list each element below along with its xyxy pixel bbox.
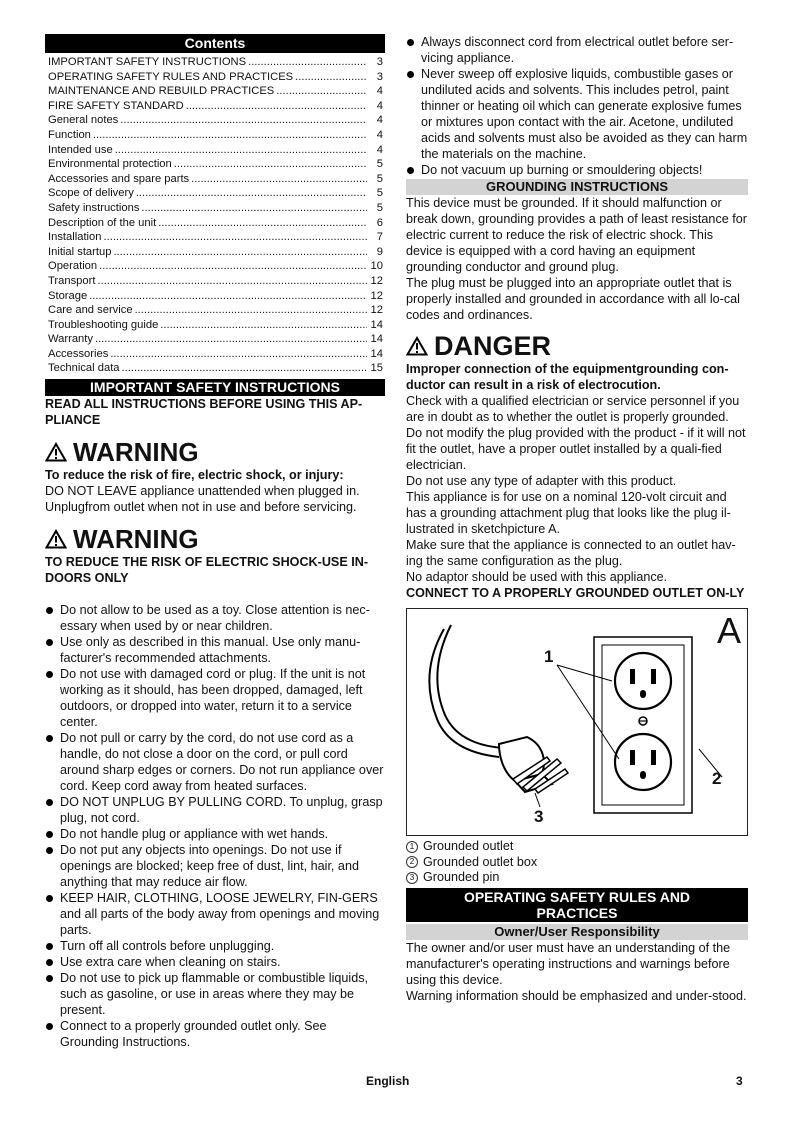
toc-label: Troubleshooting guide xyxy=(48,318,159,331)
callout-3: 3 xyxy=(534,807,544,826)
toc-row xyxy=(45,172,385,187)
toc-row xyxy=(45,186,385,201)
warning-heading-1 xyxy=(45,437,385,467)
bullet-item: Do not use with damaged cord or plug. If the unit is not working as it should, has been dropped, damaged, left outdoors, or dropped into water, return it to a service center. xyxy=(45,666,385,730)
toc-page: 5 xyxy=(376,201,383,214)
bullet-item: Do not vacuum up burning or smouldering objects! xyxy=(406,162,748,178)
bullet-item: Do not handle plug or appliance with wet hands. xyxy=(45,826,385,842)
toc-leader-dots xyxy=(276,84,367,99)
toc-leader-dots xyxy=(191,172,367,187)
right-column xyxy=(406,34,748,1004)
warning-word-1: WARNING xyxy=(73,437,199,468)
toc-label: IMPORTANT SAFETY INSTRUCTIONS xyxy=(48,56,247,68)
bullet-item: Do not allow to be used as a toy. Close attention is nec-essary when used by or near children. xyxy=(45,602,385,634)
legend-number: 2 xyxy=(406,856,418,868)
toc-row xyxy=(45,128,385,143)
connect-grounded: CONNECT TO A PROPERLY GROUNDED OUTLET ON-LY xyxy=(406,586,745,600)
bullet-item: Use only as described in this manual. Use only manu-facturer's recommended attachments. xyxy=(45,634,385,666)
warning1-sub: To reduce the risk of fire, electric shock, or injury: xyxy=(45,468,344,483)
grounding-title: GROUNDING INSTRUCTIONS xyxy=(406,179,748,195)
toc-leader-dots xyxy=(93,128,367,143)
important-title: IMPORTANT SAFETY INSTRUCTIONS xyxy=(45,379,385,396)
toc-row xyxy=(45,318,385,333)
toc-row xyxy=(45,99,385,114)
toc-label: FIRE SAFETY STANDARD xyxy=(48,99,184,112)
warning2-sub: TO REDUCE THE RISK OF ELECTRIC SHOCK-USE IN-DOORS ONLY xyxy=(45,555,369,586)
toc-page: 14 xyxy=(370,347,383,360)
toc-label: MAINTENANCE AND REBUILD PRACTICES xyxy=(48,85,275,98)
danger-paragraph: Do not use any type of adapter with this product. xyxy=(406,474,677,488)
legend-text: Grounded pin xyxy=(423,870,500,885)
bullet-item: Always disconnect cord from electrical outlet before ser-vicing appliance. xyxy=(406,34,748,66)
figure-letter: A xyxy=(716,610,741,651)
toc-row xyxy=(45,143,385,158)
warning1-body: DO NOT LEAVE appliance unattended when plugged in. Unplugfrom outlet when not in use and before servicing. xyxy=(45,484,360,515)
toc-page: 15 xyxy=(370,362,383,375)
grounding-p1: This device must be grounded. If it should malfunction or break down, grounding provides a path of least resistance for electric current to reduce the risk of electric shock. This device is equipped with a cord having an equipment grounding conductor and ground plug. xyxy=(406,196,747,274)
footer-page-number: 3 xyxy=(736,1074,743,1088)
callout-2: 2 xyxy=(712,769,722,788)
toc-page: 4 xyxy=(376,114,383,127)
toc-list xyxy=(45,55,385,376)
danger-heading xyxy=(406,331,748,361)
danger-paragraph: Make sure that the appliance is connected to an outlet hav-ing the same configuration as the plug. xyxy=(406,538,736,568)
toc-row xyxy=(45,70,385,85)
toc-leader-dots xyxy=(136,186,367,201)
danger-paragraph: This appliance is for use on a nominal 120-volt circuit and has a grounding attachment plug that looks like the plug il-lustrated in sketchpicture A. xyxy=(406,490,731,536)
toc-page: 3 xyxy=(376,56,383,68)
toc-label: OPERATING SAFETY RULES AND PRACTICES xyxy=(48,70,294,83)
legend-item xyxy=(406,855,748,871)
legend-text: Grounded outlet box xyxy=(423,854,538,869)
bullet-item: Use extra care when cleaning on stairs. xyxy=(45,954,385,970)
toc-row xyxy=(45,332,385,347)
toc-row xyxy=(45,245,385,260)
toc-label: Storage xyxy=(48,289,88,302)
legend-text: Grounded outlet xyxy=(423,839,514,853)
toc-label: Accessories and spare parts xyxy=(48,172,190,185)
toc-row xyxy=(45,201,385,216)
legend-item xyxy=(406,870,748,886)
operating-p1: The owner and/or user must have an understanding of the manufacturer's operating instructions and warnings before using this device. xyxy=(406,940,731,987)
toc-row xyxy=(45,259,385,274)
bullet-item: Connect to a properly grounded outlet only. See Grounding Instructions. xyxy=(45,1018,385,1050)
toc-leader-dots xyxy=(104,230,368,245)
bullet-item: Do not put any objects into openings. Do not use if openings are blocked; keep free of dust, lint, hair, and anything that may reduce air flow. xyxy=(45,842,385,890)
owner-user-subtitle: Owner/User Responsibility xyxy=(406,924,748,940)
danger-paragraph: No adaptor should be used with this appliance. xyxy=(406,570,668,584)
toc-leader-dots xyxy=(97,274,367,289)
toc-leader-dots xyxy=(141,201,367,216)
warning-triangle-icon xyxy=(45,442,67,462)
toc-page: 5 xyxy=(376,187,383,200)
toc-label: Accessories xyxy=(48,347,109,360)
toc-row xyxy=(45,216,385,231)
toc-leader-dots xyxy=(122,361,367,376)
bullet-item: Do not pull or carry by the cord, do not use cord as a handle, do not close a door on the cord, or pull cord around sharp edges or corners. Do not run appliance over cord. Keep cord away from heated surfaces. xyxy=(45,730,385,794)
toc-label: Safety instructions xyxy=(48,201,140,214)
toc-leader-dots xyxy=(115,143,367,158)
toc-row xyxy=(45,347,385,362)
legend-number: 1 xyxy=(406,841,418,853)
toc-page: 4 xyxy=(376,99,383,112)
toc-leader-dots xyxy=(110,347,367,362)
toc-label: Installation xyxy=(48,231,102,244)
bullet-item: Turn off all controls before unplugging. xyxy=(45,938,385,954)
toc-page: 12 xyxy=(370,304,383,317)
safety-bullet-list xyxy=(45,602,385,1050)
read-all-instructions: READ ALL INSTRUCTIONS BEFORE USING THIS AP-PLIANCE xyxy=(45,397,363,428)
toc-label: Transport xyxy=(48,274,96,287)
toc-leader-dots xyxy=(186,99,367,114)
legend-item xyxy=(406,839,748,855)
toc-row xyxy=(45,157,385,172)
toc-label: General notes xyxy=(48,114,119,127)
toc-page: 6 xyxy=(376,216,383,229)
toc-row xyxy=(45,289,385,304)
danger-sub: Improper connection of the equipmentgrounding con-ductor can result in a risk of electrocution. xyxy=(406,362,729,392)
toc-row xyxy=(45,84,385,99)
bullet-item: DO NOT UNPLUG BY PULLING CORD. To unplug, grasp plug, not cord. xyxy=(45,794,385,826)
toc-row xyxy=(45,361,385,376)
toc-label: Scope of delivery xyxy=(48,187,134,200)
toc-page: 4 xyxy=(376,85,383,98)
warning-heading-2 xyxy=(45,524,385,554)
toc-leader-dots xyxy=(95,332,367,347)
toc-label: Environmental protection xyxy=(48,158,172,171)
right-bullet-list xyxy=(406,34,748,178)
toc-label: Initial startup xyxy=(48,245,112,258)
figure-legend xyxy=(406,839,748,886)
toc-page: 7 xyxy=(376,231,383,244)
toc-label: Care and service xyxy=(48,304,133,317)
toc-page: 4 xyxy=(376,128,383,141)
toc-page: 5 xyxy=(376,172,383,185)
legend-number: 3 xyxy=(406,872,418,884)
toc-label: Warranty xyxy=(48,333,93,346)
toc-row xyxy=(45,303,385,318)
plug-outlet-illustration xyxy=(407,609,747,835)
toc-leader-dots xyxy=(248,55,367,70)
toc-page: 4 xyxy=(376,143,383,156)
toc-leader-dots xyxy=(160,318,367,333)
toc-row xyxy=(45,230,385,245)
toc-title: Contents xyxy=(45,34,385,53)
toc-page: 9 xyxy=(376,245,383,258)
toc-page: 3 xyxy=(376,70,383,83)
toc-leader-dots xyxy=(174,157,367,172)
toc-label: Operation xyxy=(48,260,98,273)
warning-word-2: WARNING xyxy=(73,524,199,555)
toc-label: Technical data xyxy=(48,362,120,375)
toc-row xyxy=(45,55,385,70)
toc-page: 12 xyxy=(370,289,383,302)
toc-label: Intended use xyxy=(48,143,113,156)
toc-page: 14 xyxy=(370,333,383,346)
danger-paragraphs xyxy=(406,393,748,585)
danger-word: DANGER xyxy=(434,331,552,361)
operating-p2: Warning information should be emphasized and under-stood. xyxy=(406,988,747,1003)
grounding-p2: The plug must be plugged into an appropriate outlet that is properly installed and grounded in accordance with all lo-cal codes and ordinances. xyxy=(406,276,740,322)
toc-leader-dots xyxy=(89,289,367,304)
operating-title: OPERATING SAFETY RULES AND PRACTICES xyxy=(406,888,748,922)
toc-label: Function xyxy=(48,128,91,141)
toc-leader-dots xyxy=(120,113,367,128)
toc-leader-dots xyxy=(158,216,367,231)
danger-paragraph: Do not modify the plug provided with the product - if it will not fit the outlet, have a proper outlet installed by a quali-fied electrician. xyxy=(406,426,746,472)
toc-row xyxy=(45,113,385,128)
danger-paragraph: Check with a qualified electrician or service personnel if you are in doubt as to whether the outlet is properly grounded. xyxy=(406,394,740,424)
bullet-item: Never sweep off explosive liquids, combustible gases or undiluted acids and solvents. This includes petrol, paint thinner or heating oil which can generate explosive fumes or mixtures upon contact with the air. Acetone, undiluted acids and solvents must also be avoided as they can harm the materials on the machine. xyxy=(406,66,748,162)
plug-outlet-figure xyxy=(406,608,748,836)
toc-row xyxy=(45,274,385,289)
toc-page: 12 xyxy=(370,274,383,287)
toc-leader-dots xyxy=(295,70,367,85)
warning-triangle-icon xyxy=(45,529,67,549)
toc-leader-dots xyxy=(135,303,367,318)
warning-triangle-icon xyxy=(406,336,428,356)
toc-page: 10 xyxy=(370,260,383,273)
left-column xyxy=(45,34,385,1050)
bullet-item: Do not use to pick up flammable or combustible liquids, such as gasoline, or use in areas where they may be present. xyxy=(45,970,385,1018)
footer-language: English xyxy=(366,1074,410,1088)
toc-page: 14 xyxy=(370,318,383,331)
toc-page: 5 xyxy=(376,158,383,171)
toc-leader-dots xyxy=(99,259,367,274)
callout-1: 1 xyxy=(544,647,554,666)
bullet-item: KEEP HAIR, CLOTHING, LOOSE JEWELRY, FIN-GERS and all parts of the body away from openings and moving parts. xyxy=(45,890,385,938)
toc-leader-dots xyxy=(113,245,367,260)
toc-label: Description of the unit xyxy=(48,216,157,229)
